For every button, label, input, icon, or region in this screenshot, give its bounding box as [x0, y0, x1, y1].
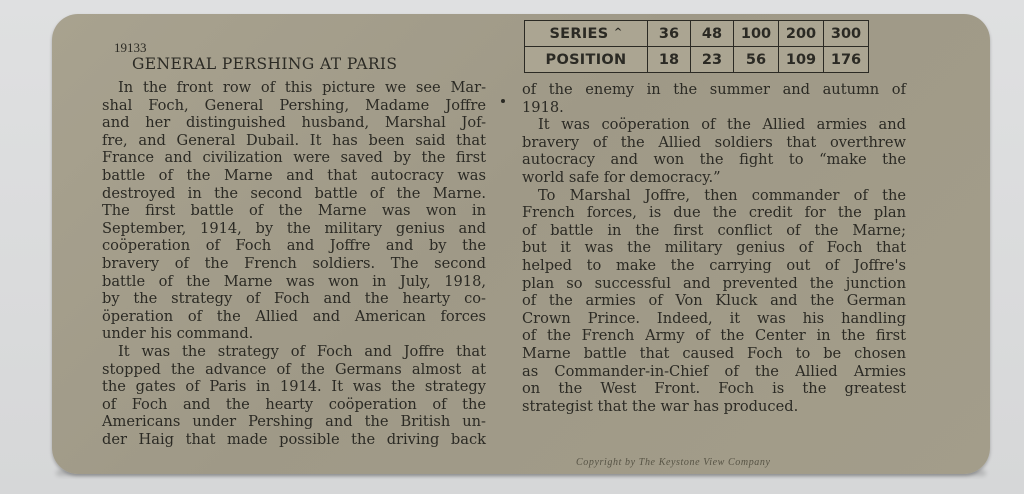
series-cell: 200 — [779, 21, 824, 47]
text-line: bravery of the French soldiers. The second — [102, 254, 486, 272]
position-row — [525, 47, 869, 73]
text-line: Americans under Pershing and the British un- — [102, 413, 486, 431]
left-text-column — [102, 79, 486, 448]
text-line: world safe for democracy.” — [522, 168, 721, 186]
text-line: In the front row of this picture we see Mar- — [118, 79, 486, 96]
card-title: GENERAL PERSHING AT PARIS — [132, 55, 398, 73]
text-line: 1918. — [522, 98, 564, 116]
position-cell: 23 — [691, 47, 734, 73]
position-cell: 18 — [648, 47, 691, 73]
text-line: fre, and General Dubail. It has been said that — [102, 131, 486, 149]
text-line: öperation of the Allied and American forces — [102, 307, 486, 325]
text-line: by the strategy of Foch and the hearty co- — [102, 290, 486, 308]
text-line: France and civilization were saved by the first — [102, 149, 486, 167]
ink-dot — [501, 99, 505, 103]
text-line: Marne battle that caused Foch to be chosen — [522, 344, 906, 362]
series-label: SERIES ^ — [525, 21, 648, 47]
text-line: der Haig that made possible the driving back — [102, 430, 486, 448]
series-cell: 100 — [734, 21, 779, 47]
text-line: destroyed in the second battle of the Marne. — [102, 184, 486, 202]
text-line: autocracy and won the fight to “make the — [522, 151, 906, 169]
arrow-up-icon: ^ — [613, 26, 623, 38]
series-cell: 36 — [648, 21, 691, 47]
text-line: on the West Front. Foch is the greatest — [522, 380, 906, 398]
text-line: the gates of Paris in 1914. It was the strategy — [102, 378, 486, 396]
text-line: of the French Army of the Center in the first — [522, 327, 906, 345]
text-line: as Commander-in-Chief of the Allied Armies — [522, 362, 906, 380]
position-label: POSITION — [525, 47, 648, 73]
text-line: Crown Prince. Indeed, it was his handling — [522, 309, 906, 327]
copyright-notice: Copyright by The Keystone View Company — [576, 457, 771, 468]
text-line: strategist that the war has produced. — [522, 397, 799, 415]
text-line: shal Foch, General Pershing, Madame Joffre — [102, 96, 486, 114]
text-line: of the enemy in the summer and autumn of — [522, 81, 906, 98]
text-line: The first battle of the Marne was won in — [102, 202, 486, 220]
text-line: It was the strategy of Foch and Joffre that — [118, 342, 486, 360]
text-line: battle of the Marne and that autocracy was — [102, 166, 486, 184]
position-cell: 176 — [824, 47, 869, 73]
series-position-table — [524, 20, 869, 73]
text-line: of the armies of Von Kluck and the German — [522, 292, 906, 310]
series-cell: 300 — [824, 21, 869, 47]
text-line: under his command. — [102, 325, 254, 343]
series-cell: 48 — [691, 21, 734, 47]
text-line: September, 1914, by the military genius and — [102, 219, 486, 237]
text-line: of Foch and the hearty coöperation of the — [102, 395, 486, 413]
text-line: helped to make the carrying out of Joffre's — [522, 256, 906, 274]
position-cell: 56 — [734, 47, 779, 73]
text-line: battle of the Marne was won in July, 1918, — [102, 272, 486, 290]
catalog-number: 19133 — [114, 40, 147, 55]
series-row — [525, 21, 869, 47]
text-line: bravery of the Allied soldiers that overthrew — [522, 133, 906, 151]
text-line: French forces, is due the credit for the plan — [522, 204, 906, 222]
text-line: of battle in the first conflict of the Marne; — [522, 221, 906, 239]
position-cell: 109 — [779, 47, 824, 73]
text-line: To Marshal Joffre, then commander of the — [538, 186, 906, 204]
text-line: but it was the military genius of Foch that — [522, 239, 906, 257]
right-text-column — [522, 81, 906, 415]
text-line: plan so successful and prevented the junction — [522, 274, 906, 292]
text-line: It was coöperation of the Allied armies and — [538, 116, 906, 134]
text-line: coöperation of Foch and Joffre and by the — [102, 237, 486, 255]
text-line: and her distinguished husband, Marshal Jof- — [102, 114, 486, 132]
text-line: stopped the advance of the Germans almost at — [102, 360, 486, 378]
